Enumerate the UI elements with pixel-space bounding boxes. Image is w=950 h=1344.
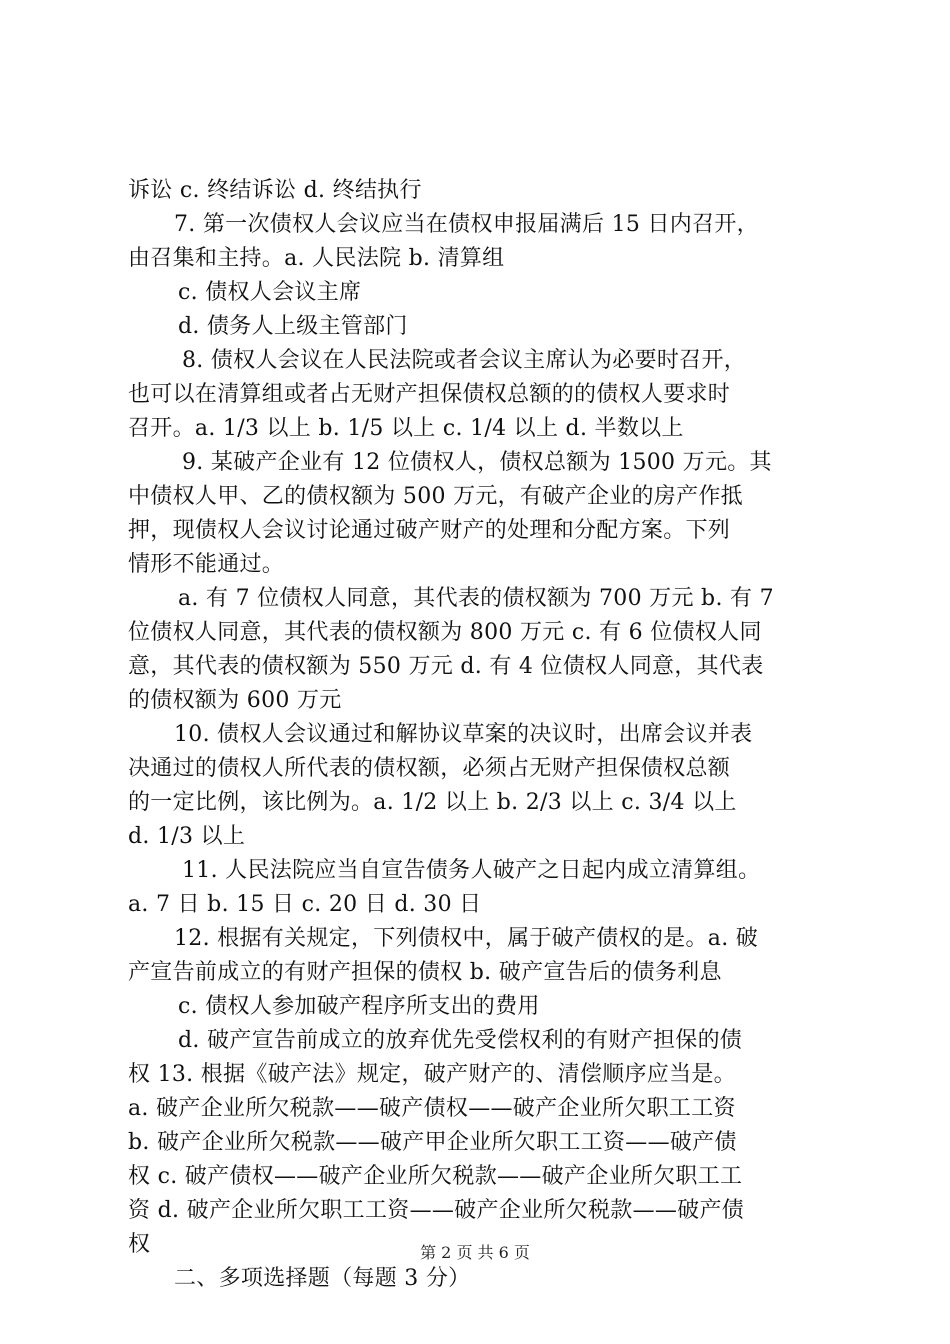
option-line: d. 破产宣告前成立的放弃优先受偿权利的有财产担保的债 xyxy=(178,1028,743,1053)
question-10: 10. 债权人会议通过和解协议草案的决议时，出席会议并表 xyxy=(174,722,753,747)
text-line: 决通过的债权人所代表的债权额，必须占无财产担保债权总额 xyxy=(128,756,731,781)
text-line: 权 xyxy=(128,1232,151,1257)
text-line: 也可以在清算组或者占无财产担保债权总额的的债权人要求时 xyxy=(128,382,731,407)
option-line: d. 债务人上级主管部门 xyxy=(178,314,408,339)
text-line: 权 c. 破产债权——破产企业所欠税款——破产企业所欠职工工 xyxy=(128,1164,743,1189)
text-line: d. 1/3 以上 xyxy=(128,824,246,849)
question-12: 12. 根据有关规定，下列债权中，属于破产债权的是。a. 破 xyxy=(174,926,759,951)
text-line: 产宣告前成立的有财产担保的债权 b. 破产宣告后的债务利息 xyxy=(128,960,722,985)
text-line: 的一定比例，该比例为。a. 1/2 以上 b. 2/3 以上 c. 3/4 以上 xyxy=(128,790,737,815)
question-7: 7. 第一次债权人会议应当在债权申报届满后 15 日内召开， xyxy=(174,212,759,237)
option-line: c. 债权人参加破产程序所支出的费用 xyxy=(178,994,540,1019)
text-line: 的债权额为 600 万元 xyxy=(128,688,342,713)
option-line: a. 有 7 位债权人同意，其代表的债权额为 700 万元 b. 有 7 xyxy=(178,586,774,611)
text-line: 召开。a. 1/3 以上 b. 1/5 以上 c. 1/4 以上 d. 半数以上 xyxy=(128,416,684,441)
text-line: 情形不能通过。 xyxy=(128,552,285,577)
text-line: b. 破产企业所欠税款——破产甲企业所欠职工工资——破产债 xyxy=(128,1130,737,1155)
question-13: 权 13. 根据《破产法》规定，破产财产的、清偿顺序应当是。 xyxy=(128,1062,736,1087)
option-line: c. 债权人会议主席 xyxy=(178,280,362,305)
text-line: 由召集和主持。a. 人民法院 b. 清算组 xyxy=(128,246,505,271)
question-11: 11. 人民法院应当自宣告债务人破产之日起内成立清算组。 xyxy=(182,858,761,883)
page-number-footer: 第 2 页 共 6 页 xyxy=(420,1243,530,1262)
text-line: 资 d. 破产企业所欠职工工资——破产企业所欠税款——破产债 xyxy=(128,1198,745,1223)
text-line: 位债权人同意，其代表的债权额为 800 万元 c. 有 6 位债权人同 xyxy=(128,620,762,645)
text-line: 押，现债权人会议讨论通过破产财产的处理和分配方案。下列 xyxy=(128,518,731,543)
text-line: 中债权人甲、乙的债权额为 500 万元，有破产企业的房产作抵 xyxy=(128,484,743,509)
text-line: 诉讼 c. 终结诉讼 d. 终结执行 xyxy=(128,178,422,203)
text-line: a. 破产企业所欠税款——破产债权——破产企业所欠职工工资 xyxy=(128,1096,736,1121)
text-line: 意，其代表的债权额为 550 万元 d. 有 4 位债权人同意，其代表 xyxy=(128,654,764,679)
section-heading: 二、多项选择题（每题 3 分） xyxy=(174,1266,471,1291)
text-line: a. 7 日 b. 15 日 c. 20 日 d. 30 日 xyxy=(128,892,482,917)
document-body xyxy=(128,174,840,1296)
question-9: 9. 某破产企业有 12 位债权人，债权总额为 1500 万元。其 xyxy=(182,450,772,475)
question-8: 8. 债权人会议在人民法院或者会议主席认为必要时召开， xyxy=(182,348,747,373)
